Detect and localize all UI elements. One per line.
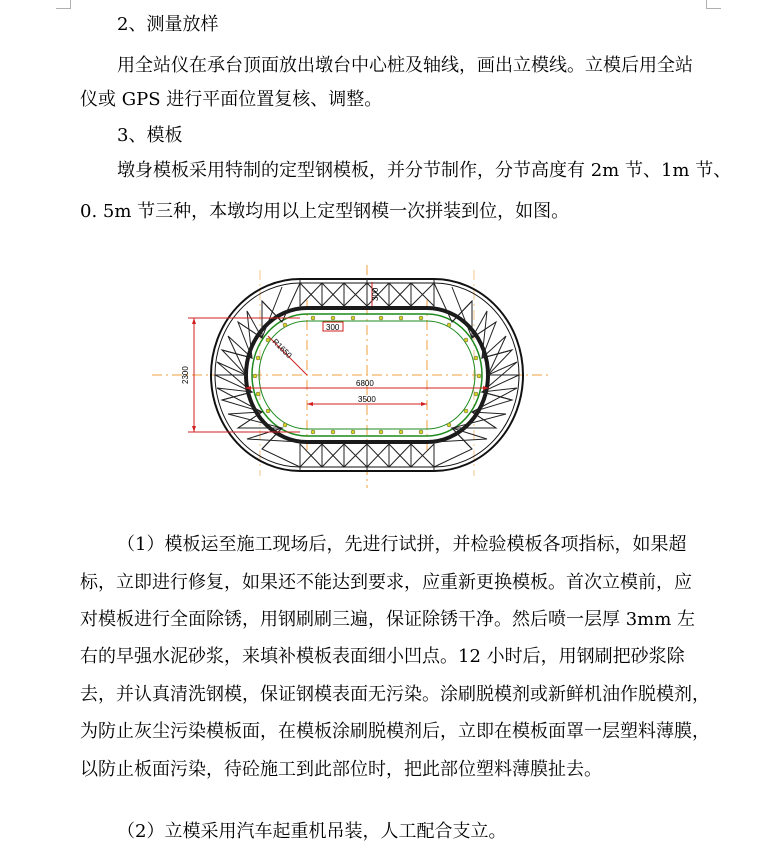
paragraph-survey-line-1: 用全站仪在承台顶面放出墩台中心桩及轴线，画出立模线。立模后用全站 (117, 55, 693, 76)
dimension-label-right: 300 (371, 287, 380, 301)
paragraph-installation: （2）立模采用汽车起重机吊装，人工配合支立。 (117, 821, 507, 842)
dimension-label-3500: 3500 (358, 395, 376, 404)
paragraph-procedure-line-4: 右的早强水泥砂浆，来填补模板表面细小凹点。12 小时后，用钢刷把砂浆除 (80, 646, 685, 667)
paragraph-procedure-line-5: 去，并认真清洗钢模，保证钢模表面无污染。涂刷脱模剂或新鲜机油作脱模剂， (80, 684, 710, 705)
dimension-label-6800: 6800 (356, 379, 374, 388)
paragraph-procedure-line-6: 为防止灰尘污染模板面，在模板涂刷脱模剂后，立即在模板面罩一层塑料薄膜， (80, 721, 710, 742)
paragraph-survey-line-2: 仪或 GPS 进行平面位置复核、调整。 (80, 89, 383, 110)
paragraph-formwork-line-1: 墩身模板采用特制的定型钢模板，并分节制作，分节高度有 2m 节、1m 节、 (117, 160, 732, 181)
paragraph-procedure-line-2: 标，立即进行修复，如果还不能达到要求，应重新更换模板。首次立模前，应 (80, 572, 692, 593)
paragraph-procedure-line-1: （1）模板运至施工现场后，先进行试拼，并检验模板各项指标，如果超 (117, 534, 687, 555)
section-heading-formwork: 3、模板 (117, 125, 183, 146)
paragraph-procedure-line-3: 对模板进行全面除锈，用钢刷刷三遍，保证除锈干净。然后喷一层厚 3mm 左 (80, 609, 696, 630)
dimension-label-radius: R1650 (270, 337, 294, 361)
section-heading-survey: 2、测量放样 (117, 14, 219, 35)
dimension-label-300: 300 (326, 323, 340, 332)
paragraph-formwork-line-2: 0. 5m 节三种，本墩均用以上定型钢模一次拼装到位，如图。 (80, 201, 570, 222)
dimension-label-2300: 2300 (181, 366, 190, 384)
paragraph-procedure-line-7: 以防止板面污染，待砼施工到此部位时，把此部位塑料薄膜扯去。 (80, 759, 602, 780)
